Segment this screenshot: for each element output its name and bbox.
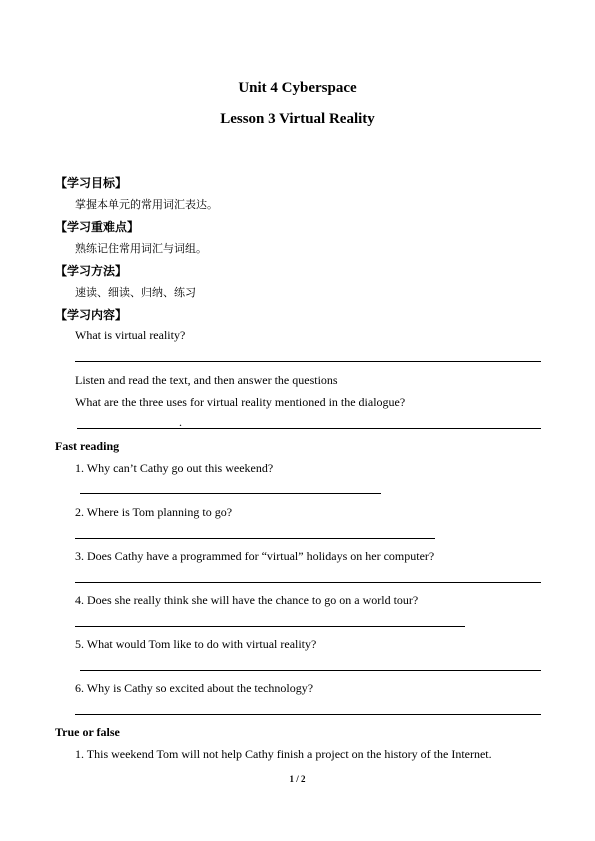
focus-text: 熟练记住常用词汇与词组。 [75, 242, 207, 255]
answer-line[interactable] [75, 626, 465, 627]
lesson-title: Lesson 3 Virtual Reality [220, 111, 375, 127]
fast-reading-question-3: 3. Does Cathy have a programmed for “virtual” holidays on her computer? [75, 549, 435, 563]
answer-dot: . [179, 415, 182, 429]
answer-line[interactable] [75, 714, 541, 715]
answer-line[interactable] [75, 361, 541, 362]
method-text: 速读、细读、归纳、练习 [75, 286, 196, 299]
fast-reading-question-5: 5. What would Tom like to do with virtual reality? [75, 637, 317, 651]
warmup-instruction: Listen and read the text, and then answer the questions [75, 373, 338, 387]
focus-label: 【学习重难点】 [55, 220, 140, 234]
answer-line[interactable] [80, 493, 381, 494]
fast-reading-question-2: 2. Where is Tom planning to go? [75, 505, 233, 519]
warmup-question-2: What are the three uses for virtual reality mentioned in the dialogue? [75, 395, 406, 409]
method-label: 【学习方法】 [55, 264, 128, 278]
fast-reading-title: Fast reading [55, 439, 120, 453]
answer-line[interactable] [80, 670, 541, 671]
objectives-text: 掌握本单元的常用词汇表达。 [75, 198, 218, 211]
fast-reading-question-1: 1. Why can’t Cathy go out this weekend? [75, 461, 274, 475]
content-label: 【学习内容】 [55, 308, 128, 322]
page-number: 1 / 2 [289, 774, 306, 784]
objectives-label: 【学习目标】 [55, 176, 128, 190]
answer-line[interactable] [77, 428, 541, 429]
true-false-item-1: 1. This weekend Tom will not help Cathy finish a project on the history of the Internet. [75, 747, 492, 761]
fast-reading-question-6: 6. Why is Cathy so excited about the technology? [75, 681, 314, 695]
unit-title: Unit 4 Cyberspace [238, 80, 357, 96]
fast-reading-question-4: 4. Does she really think she will have the chance to go on a world tour? [75, 593, 419, 607]
answer-line[interactable] [75, 582, 541, 583]
warmup-question-1: What is virtual reality? [75, 328, 186, 342]
true-false-title: True or false [55, 725, 120, 739]
answer-line[interactable] [75, 538, 435, 539]
